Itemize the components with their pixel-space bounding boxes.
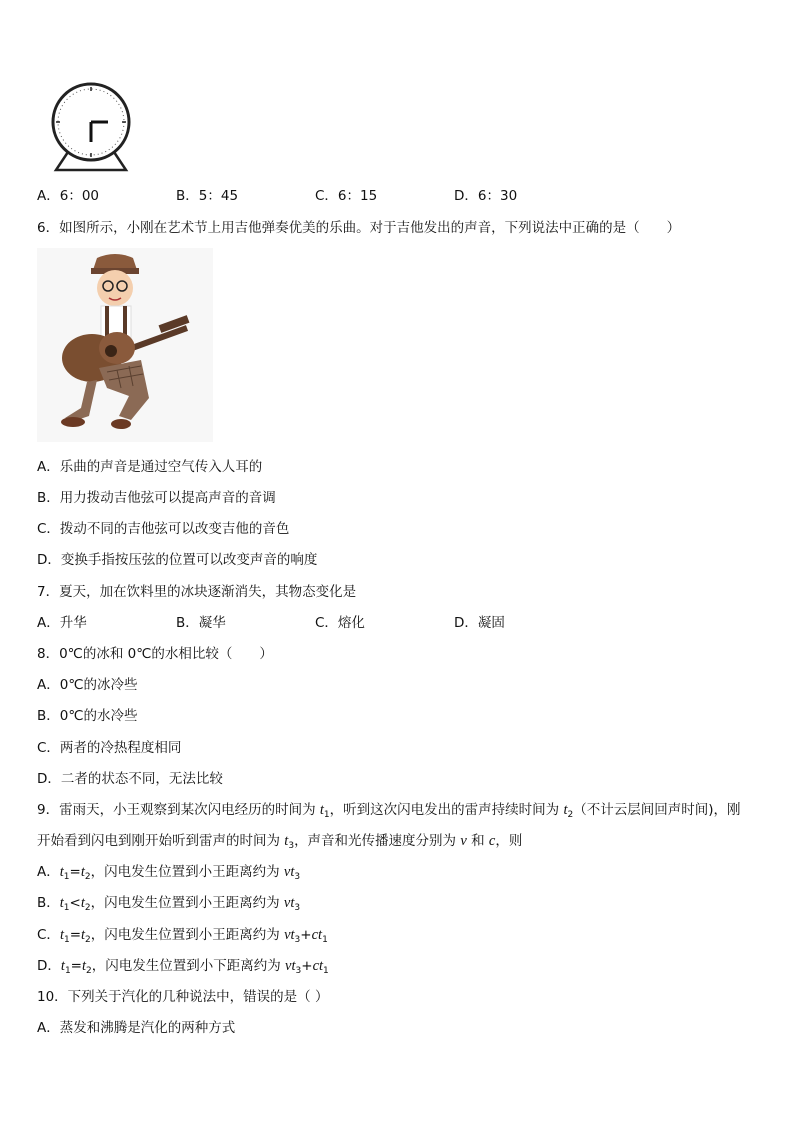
q8-option-a: A．0℃的冰冷些 <box>37 677 138 693</box>
clock-figure <box>48 80 134 175</box>
q9-option-c: C．$t_1=t_2$，闪电发生位置到小王距离约为 $vt_3+ct_1$ <box>37 927 328 945</box>
q9-option-d: D．$t_1=t_2$，闪电发生位置到小下距离约为 $vt_3+ct_1$ <box>37 958 329 976</box>
q9-stem-line2: 开始看到闪电到刚开始听到雷声的时间为 $t_3$，声音和光传播速度分别为 v 和 c，则 <box>37 833 523 851</box>
q8-option-c: C．两者的冷热程度相同 <box>37 740 182 756</box>
q7-option-a: A．升华 <box>37 615 87 631</box>
q7-option-d: D．凝固 <box>454 615 505 631</box>
q8-option-b: B．0℃的水冷些 <box>37 708 138 724</box>
q5-option-c: C．6：15 <box>315 188 378 204</box>
q9-option-a: A．$t_1=t_2$，闪电发生位置到小王距离约为 $vt_3$ <box>37 864 301 882</box>
q5-option-b: B．5：45 <box>176 188 239 204</box>
q6-option-d: D．变换手指按压弦的位置可以改变声音的响度 <box>37 552 318 568</box>
q6-option-b: B．用力拨动吉他弦可以提高声音的音调 <box>37 490 276 506</box>
q5-option-a: A．6：00 <box>37 188 100 204</box>
q10-option-a: A．蒸发和沸腾是汽化的两种方式 <box>37 1020 236 1036</box>
q7-option-b: B．凝华 <box>176 615 226 631</box>
q8-option-d: D．二者的状态不同，无法比较 <box>37 771 223 787</box>
q7-option-c: C．熔化 <box>315 615 365 631</box>
q6-stem: 6．如图所示，小刚在艺术节上用吉他弹奏优美的乐曲。对于吉他发出的声音，下列说法中正确的是（ ） <box>37 220 681 236</box>
q9-stem-line1: 9．雷雨天，小王观察到某次闪电经历的时间为 $t_1$，听到这次闪电发出的雷声持续时间为 $t_2$（不计云层间回声时间)，刚 <box>37 802 741 820</box>
q8-stem: 8．0℃的冰和 0℃的水相比较（ ） <box>37 646 273 662</box>
guitarist-figure <box>37 248 213 442</box>
q10-stem: 10．下列关于汽化的几种说法中，错误的是（ ） <box>37 989 329 1005</box>
q6-option-a: A．乐曲的声音是通过空气传入人耳的 <box>37 459 263 475</box>
q6-option-c: C．拨动不同的吉他弦可以改变吉他的音色 <box>37 521 290 537</box>
q5-option-d: D．6：30 <box>454 188 518 204</box>
q7-stem: 7．夏天，加在饮料里的冰块逐渐消失，其物态变化是 <box>37 584 357 600</box>
q9-option-b: B．$t_1<t_2$，闪电发生位置到小王距离约为 $vt_3$ <box>37 895 301 913</box>
